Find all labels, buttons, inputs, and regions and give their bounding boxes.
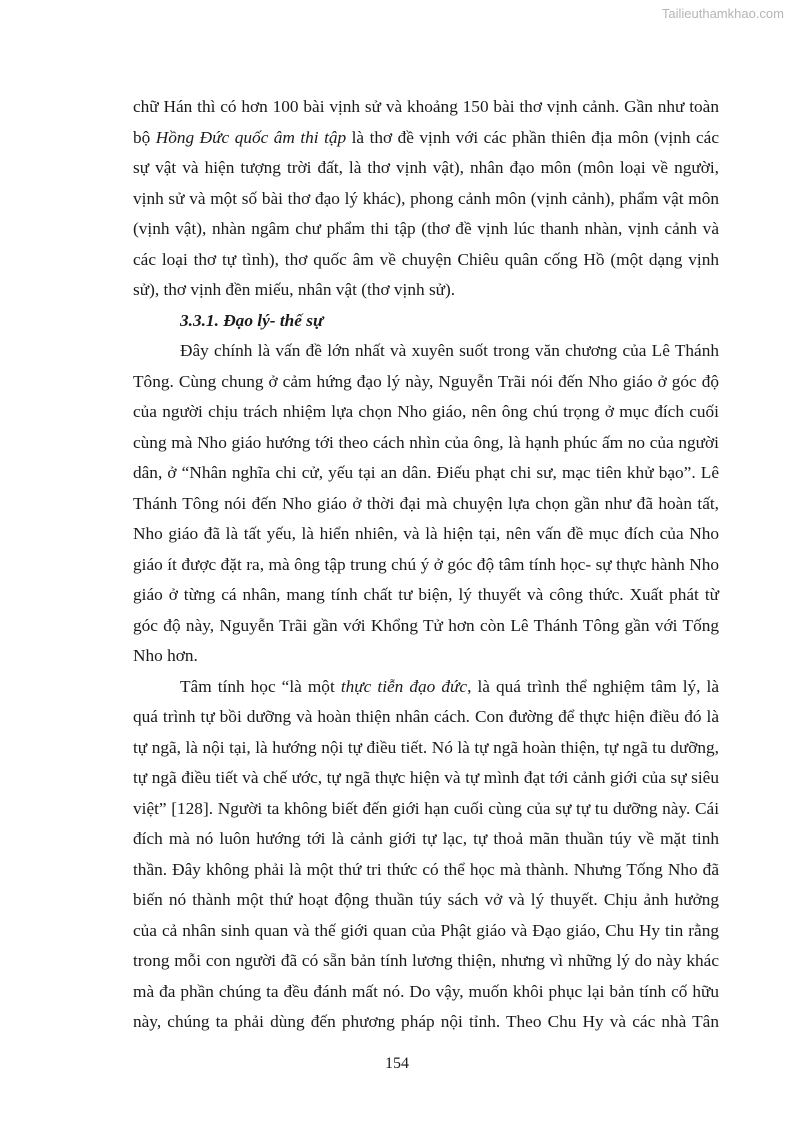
- text-line: Đây chính là vấn đề lớn nhất và xuyên suốt trong văn chương của Lê Thánh: [180, 341, 719, 360]
- text-line: tự ngã điều tiết và chế ước, tự ngã thực hiện và tự mình đạt tới cảnh giới của sự siêu: [133, 768, 719, 787]
- document-body: [133, 92, 719, 1038]
- text-line: đích mà nó luôn hướng tới là cảnh giới tự lạc, tự thoả mãn thuần túy về mặt tinh: [133, 829, 719, 848]
- section-heading: 3.3.1. Đạo lý- thế sự: [180, 310, 324, 330]
- text-line: Nho giáo đã là tất yếu, là hiển nhiên, và là hiện tại, nên vấn đề mục đích của Nho: [133, 524, 719, 543]
- text-line: quá trình tự bồi dưỡng và hoàn thiện nhân cách. Con đường để thực hiện điều đó là: [133, 707, 719, 726]
- text-line: của cả nhân sinh quan và thế giới quan của Phật giáo và Đạo giáo, Chu Hy tin rằng: [133, 920, 719, 940]
- text-span: là thơ đề vịnh với các phần thiên địa môn (vịnh các: [346, 127, 719, 147]
- text-line: trong mỗi con người đã có sẵn bản tính lương thiện, nhưng vì những lý do này khác: [133, 951, 719, 970]
- text-span: , là quá trình thể nghiệm tâm lý, là: [467, 676, 720, 696]
- text-line: [133, 123, 719, 154]
- text-line: của người chịu trách nhiệm lựa chọn Nho giáo, nên ông chú trọng ở mục đích cuối: [133, 402, 719, 421]
- text-line: dân, ở “Nhân nghĩa chi cử, yếu tại an dân. Điếu phạt chi sư, mạc tiên khử bạo”. Lê: [133, 463, 719, 482]
- text-line: biến nó thành một thứ hoạt động thuần túy sách vở và lý thuyết. Chịu ảnh hưởng: [133, 890, 719, 909]
- text-line: góc độ này, Nguyễn Trãi gần với Khổng Tử hơn còn Lê Thánh Tông gần với Tống: [133, 615, 719, 635]
- text-line: sự vật và hiện tượng trời đất, là thơ vịnh vật), nhân đạo môn (môn loại về người,: [133, 158, 719, 177]
- text-line: Thánh Tông nói đến Nho giáo ở thời đại mà chuyện lựa chọn gần như đã hoàn tất,: [133, 493, 719, 513]
- text-line: chữ Hán thì có hơn 100 bài vịnh sử và khoảng 150 bài thơ vịnh cảnh. Gần như toàn: [133, 97, 719, 116]
- text-line: mà đa phần chúng ta đều đánh mất nó. Do vậy, muốn khôi phục lại bản tính cố hữu: [133, 981, 719, 1001]
- text-line: các loại thơ tự tình), thơ quốc âm về chuyện Chiêu quân cống Hồ (một dạng vịnh: [133, 249, 719, 269]
- watermark: Tailieuthamkhao.com: [661, 6, 784, 21]
- text-span: Tâm tính học “là một: [180, 676, 341, 696]
- text-line: sử), thơ vịnh đền miếu, nhân vật (thơ vịnh sử).: [133, 280, 456, 299]
- text-line: thần. Đây không phải là một thứ tri thức có thể học mà thành. Nhưng Tống Nho đã: [133, 859, 719, 879]
- paragraph-1: [133, 92, 719, 306]
- emphasis: thực tiễn đạo đức: [340, 676, 468, 696]
- text-line: Nho hơn.: [133, 646, 198, 665]
- text-line: Tông. Cùng chung ở cảm hứng đạo lý này, Nguyễn Trãi nói đến Nho giáo ở góc độ: [133, 371, 719, 391]
- text-line: này, chúng ta phải dùng đến phương pháp nội tỉnh. Theo Chu Hy và các nhà Tân: [133, 1012, 719, 1031]
- text-line: vịnh sử và một số bài thơ đạo lý khác), phong cảnh môn (vịnh cảnh), phẩm vật môn: [133, 188, 719, 208]
- text-line: (vịnh vật), nhàn ngâm chư phẩm thi tập (thơ đề vịnh lúc thanh nhàn, vịnh cảnh và: [133, 219, 719, 238]
- paragraph-3: [133, 672, 719, 1038]
- book-title: Hồng Đức quốc âm thi tập: [155, 127, 347, 147]
- text-line: việt” [128]. Người ta không biết đến giới hạn cuối cùng của sự tự tu dưỡng này. Cái: [133, 798, 719, 818]
- text-line: giáo ít được đặt ra, mà ông tập trung chú ý ở góc độ tâm tính học- sự thực hành Nho: [133, 554, 719, 574]
- text-span: bộ: [133, 127, 156, 147]
- text-line: tự ngã, là nội tại, là hướng nội tự điều tiết. Nó là tự ngã hoàn thiện, tự ngã tu dưỡng,: [133, 737, 719, 757]
- text-line: giáo ở từng cá nhân, mang tính chất tư biện, lý thuyết và công thức. Xuất phát từ: [133, 585, 719, 604]
- paragraph-2: [133, 336, 719, 672]
- text-line: [133, 672, 719, 703]
- text-line: cùng mà Nho giáo hướng tới theo cách nhìn của ông, là hạnh phúc ấm no của người: [133, 432, 719, 452]
- page-number: 154: [385, 1055, 409, 1072]
